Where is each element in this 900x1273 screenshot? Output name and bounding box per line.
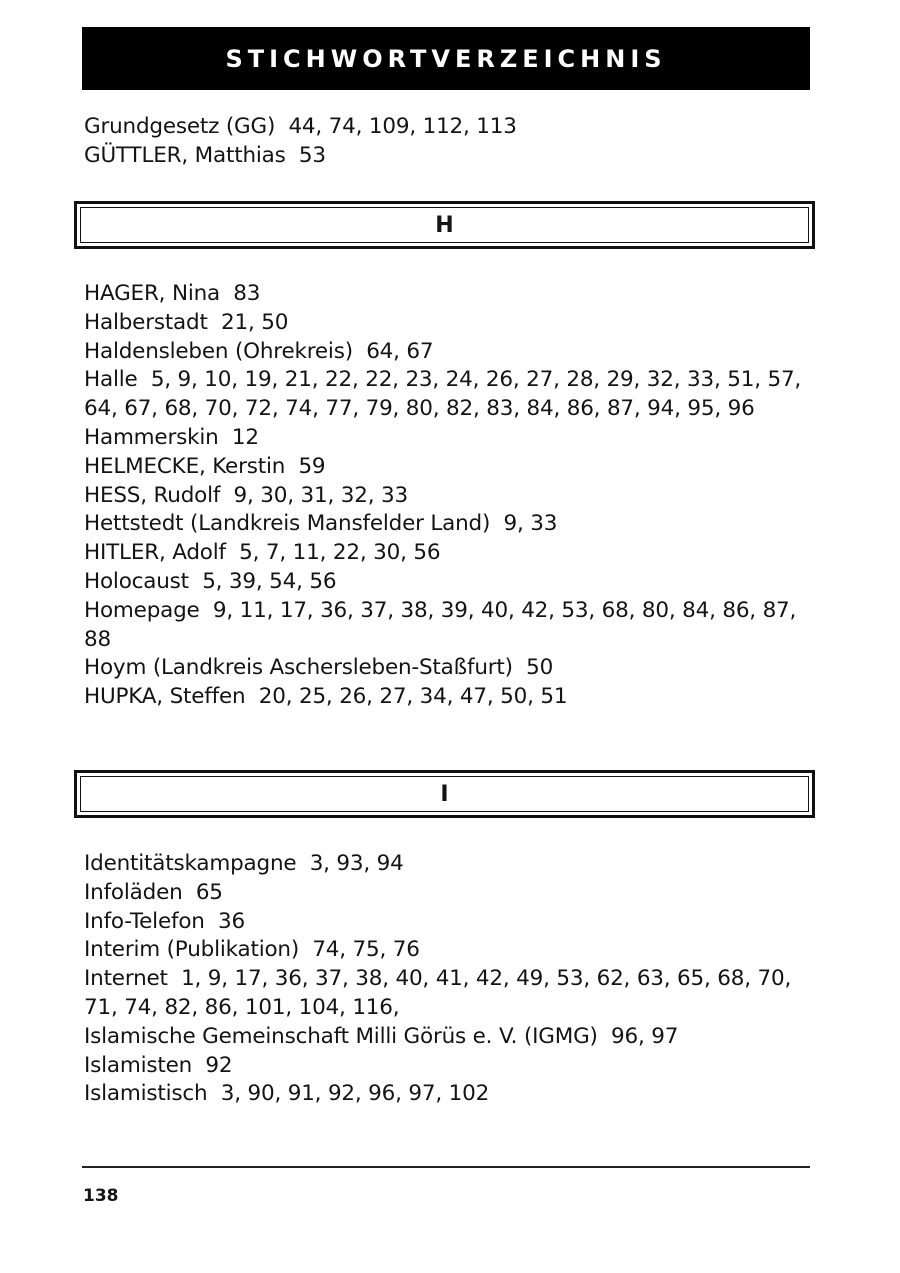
index-entry	[84, 338, 824, 367]
entry-term: Islamisten	[84, 1052, 193, 1078]
index-entry	[84, 908, 824, 937]
section-letter: I	[440, 781, 449, 807]
index-entry	[84, 482, 824, 511]
entry-pages: 20, 25, 26, 27, 34, 47, 50, 51	[258, 684, 568, 710]
entry-term: Islamistisch	[84, 1081, 208, 1107]
entry-pages: 9, 11, 17, 36, 37, 38, 39, 40, 42, 53, 68, 80, 84, 86, 87, 88	[84, 597, 803, 652]
entry-pages: 12	[231, 424, 259, 450]
entry-pages: 5, 9, 10, 19, 21, 22, 22, 23, 24, 26, 27, 28, 29, 32, 33, 51, 57, 64, 67, 68, 70, 72, 74, 77, 79, 80, 82, 83, 84, 86, 87, 94, 95, 96	[84, 367, 808, 422]
entry-term: Internet	[84, 966, 168, 992]
index-entry	[84, 453, 824, 482]
section-g-entries	[84, 113, 824, 171]
entry-pages: 59	[298, 453, 326, 479]
index-entry	[84, 683, 824, 712]
entry-pages: 74, 75, 76	[312, 937, 420, 963]
index-entry	[84, 1052, 824, 1081]
entry-term: Info-Telefon	[84, 908, 205, 934]
entry-pages: 65	[195, 879, 223, 905]
index-entry	[84, 309, 824, 338]
section-i-entries	[84, 850, 824, 1109]
entry-pages: 5, 39, 54, 56	[202, 568, 337, 594]
index-entry	[84, 965, 824, 1023]
entry-term: Hettstedt (Landkreis Mansfelder Land)	[84, 511, 491, 537]
index-entry	[84, 1023, 824, 1052]
entry-term: Holocaust	[84, 568, 189, 594]
entry-term: Homepage	[84, 597, 200, 623]
entry-term: Islamische Gemeinschaft Milli Görüs e. V. (IGMG)	[84, 1023, 598, 1049]
page-title: STICHWORTVERZEICHNIS	[82, 27, 810, 90]
entry-term: Halle	[84, 367, 138, 393]
entry-pages: 9, 33	[503, 511, 558, 537]
index-entry	[84, 280, 824, 309]
entry-term: HELMECKE, Kerstin	[84, 453, 286, 479]
entry-pages: 1, 9, 17, 36, 37, 38, 40, 41, 42, 49, 53, 62, 63, 65, 68, 70, 71, 74, 82, 86, 101, 104, 116,	[84, 966, 798, 1020]
page-number: 138	[83, 1186, 119, 1206]
index-entry	[84, 366, 824, 424]
entry-term: HESS, Rudolf	[84, 482, 221, 508]
letter-divider-h	[74, 201, 815, 249]
entry-term: Hammerskin	[84, 424, 219, 450]
index-entry	[84, 568, 824, 597]
entry-pages: 50	[526, 655, 554, 681]
entry-term: Infoläden	[84, 879, 183, 905]
entry-pages: 96, 97	[611, 1023, 679, 1049]
entry-term: HUPKA, Steffen	[84, 684, 246, 710]
entry-pages: 3, 90, 91, 92, 96, 97, 102	[220, 1081, 490, 1107]
index-entry	[84, 424, 824, 453]
entry-pages: 64, 67	[366, 338, 434, 364]
entry-pages: 92	[205, 1052, 233, 1078]
entry-pages: 53	[298, 142, 326, 168]
index-entry	[84, 597, 824, 655]
index-entry	[84, 113, 824, 142]
section-h-entries	[84, 280, 824, 712]
index-entry	[84, 654, 824, 683]
letter-divider-i	[74, 770, 815, 818]
entry-term: Interim (Publikation)	[84, 937, 300, 963]
index-entry	[84, 936, 824, 965]
index-entry	[84, 510, 824, 539]
entry-pages: 9, 30, 31, 32, 33	[233, 482, 408, 508]
entry-term: Halberstadt	[84, 309, 208, 335]
entry-term: Haldensleben (Ohrekreis)	[84, 338, 353, 364]
entry-pages: 5, 7, 11, 22, 30, 56	[239, 540, 441, 566]
footer-divider	[82, 1166, 810, 1168]
index-entry	[84, 539, 824, 568]
section-letter: H	[435, 212, 454, 238]
entry-term: GÜTTLER, Matthias	[84, 142, 286, 168]
entry-pages: 21, 50	[221, 309, 289, 335]
entry-pages: 44, 74, 109, 112, 113	[288, 114, 517, 139]
entry-term: HAGER, Nina	[84, 281, 221, 306]
entry-pages: 3, 93, 94	[309, 851, 404, 876]
entry-pages: 83	[233, 281, 261, 306]
entry-term: Identitätskampagne	[84, 851, 297, 876]
index-entry	[84, 850, 824, 879]
entry-term: HITLER, Adolf	[84, 540, 226, 566]
index-entry	[84, 142, 824, 171]
entry-term: Hoym (Landkreis Aschersleben-Staßfurt)	[84, 655, 513, 681]
entry-term: Grundgesetz (GG)	[84, 114, 276, 139]
index-entry	[84, 879, 824, 908]
index-entry	[84, 1080, 824, 1109]
entry-pages: 36	[218, 908, 245, 934]
